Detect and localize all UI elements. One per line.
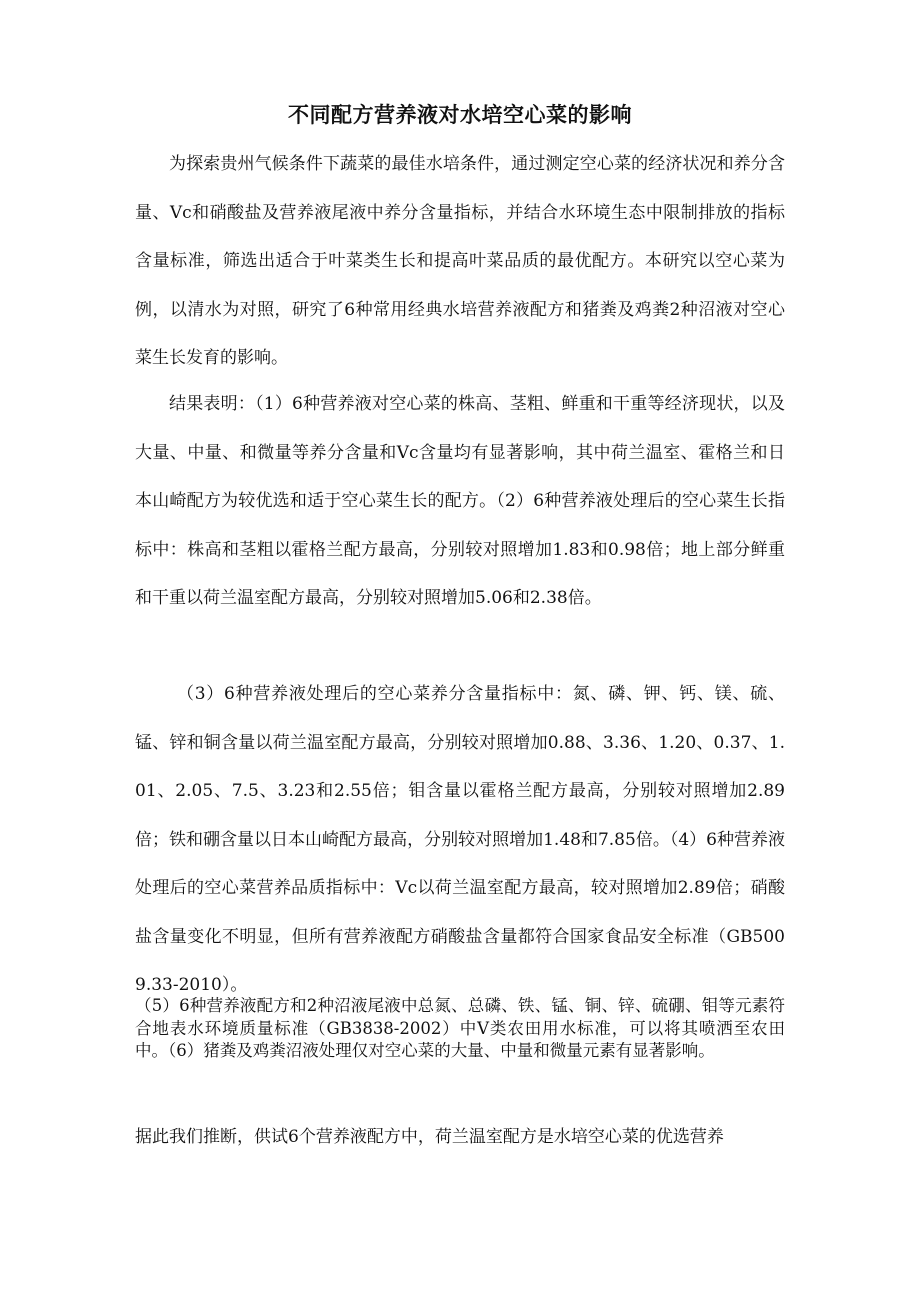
paragraph-conclusion: 据此我们推断，供试6个营养液配方中，荷兰温室配方是水培空心菜的优选营养 <box>135 1127 724 1147</box>
paragraph-introduction: 为探索贵州气候条件下蔬菜的最佳水培条件，通过测定空心菜的经济状况和养分含量、Vc和硝酸盐及营养液尾液中养分含量指标，并结合水环境生态中限制排放的指标含量标准，筛选出适合于叶菜类生长和提高叶菜品质的最优配方。本研究以空心菜为例，以清水为对照，研究了6种常用经典水培营养液配方和猪粪及鸡粪2种沼液对空心菜生长发育的影响。 <box>135 154 785 368</box>
paragraph-results-water-standard: （5）6种营养液配方和2种沼液尾液中总氮、总磷、铁、锰、铜、锌、硫硼、钼等元素符合地表水环境质量标准（GB3838-2002）中V类农田用水标准，可以将其喷洒至农田中。（6）猪粪及鸡粪沼液处理仅对空心菜的大量、中量和微量元素有显著影响。 <box>135 996 785 1060</box>
paragraph-results-growth: 结果表明：（1）6种营养液对空心菜的株高、茎粗、鲜重和干重等经济现状，以及大量、中量、和微量等养分含量和Vc含量均有显著影响，其中荷兰温室、霍格兰和日本山崎配方为较优选和适于空心菜生长的配方。（2）6种营养液处理后的空心菜生长指标中：株高和茎粗以霍格兰配方最高，分别较对照增加1.83和0.98倍；地上部分鲜重和干重以荷兰温室配方最高，分别较对照增加5.06和2.38倍。 <box>135 394 785 608</box>
document-title: 不同配方营养液对水培空心菜的影响 <box>288 103 632 127</box>
paragraph-results-nutrients: （3）6种营养液处理后的空心菜养分含量指标中：氮、磷、钾、钙、镁、硫、锰、锌和铜含量以荷兰温室配方最高，分别较对照增加0.88、3.36、1.20、0.37、1.01、2.05、7.5、3.23和2.55倍；钼含量以霍格兰配方最高，分别较对照增加2.89倍；铁和硼含量以日本山崎配方最高，分别较对照增加1.48和7.85倍。（4）6种营养液处理后的空心菜营养品质指标中：Vc以荷兰温室配方最高，较对照增加2.89倍；硝酸盐含量变化不明显，但所有营养液配方硝酸盐含量都符合国家食品安全标准（GB5009.33-2010）。 <box>135 684 785 995</box>
